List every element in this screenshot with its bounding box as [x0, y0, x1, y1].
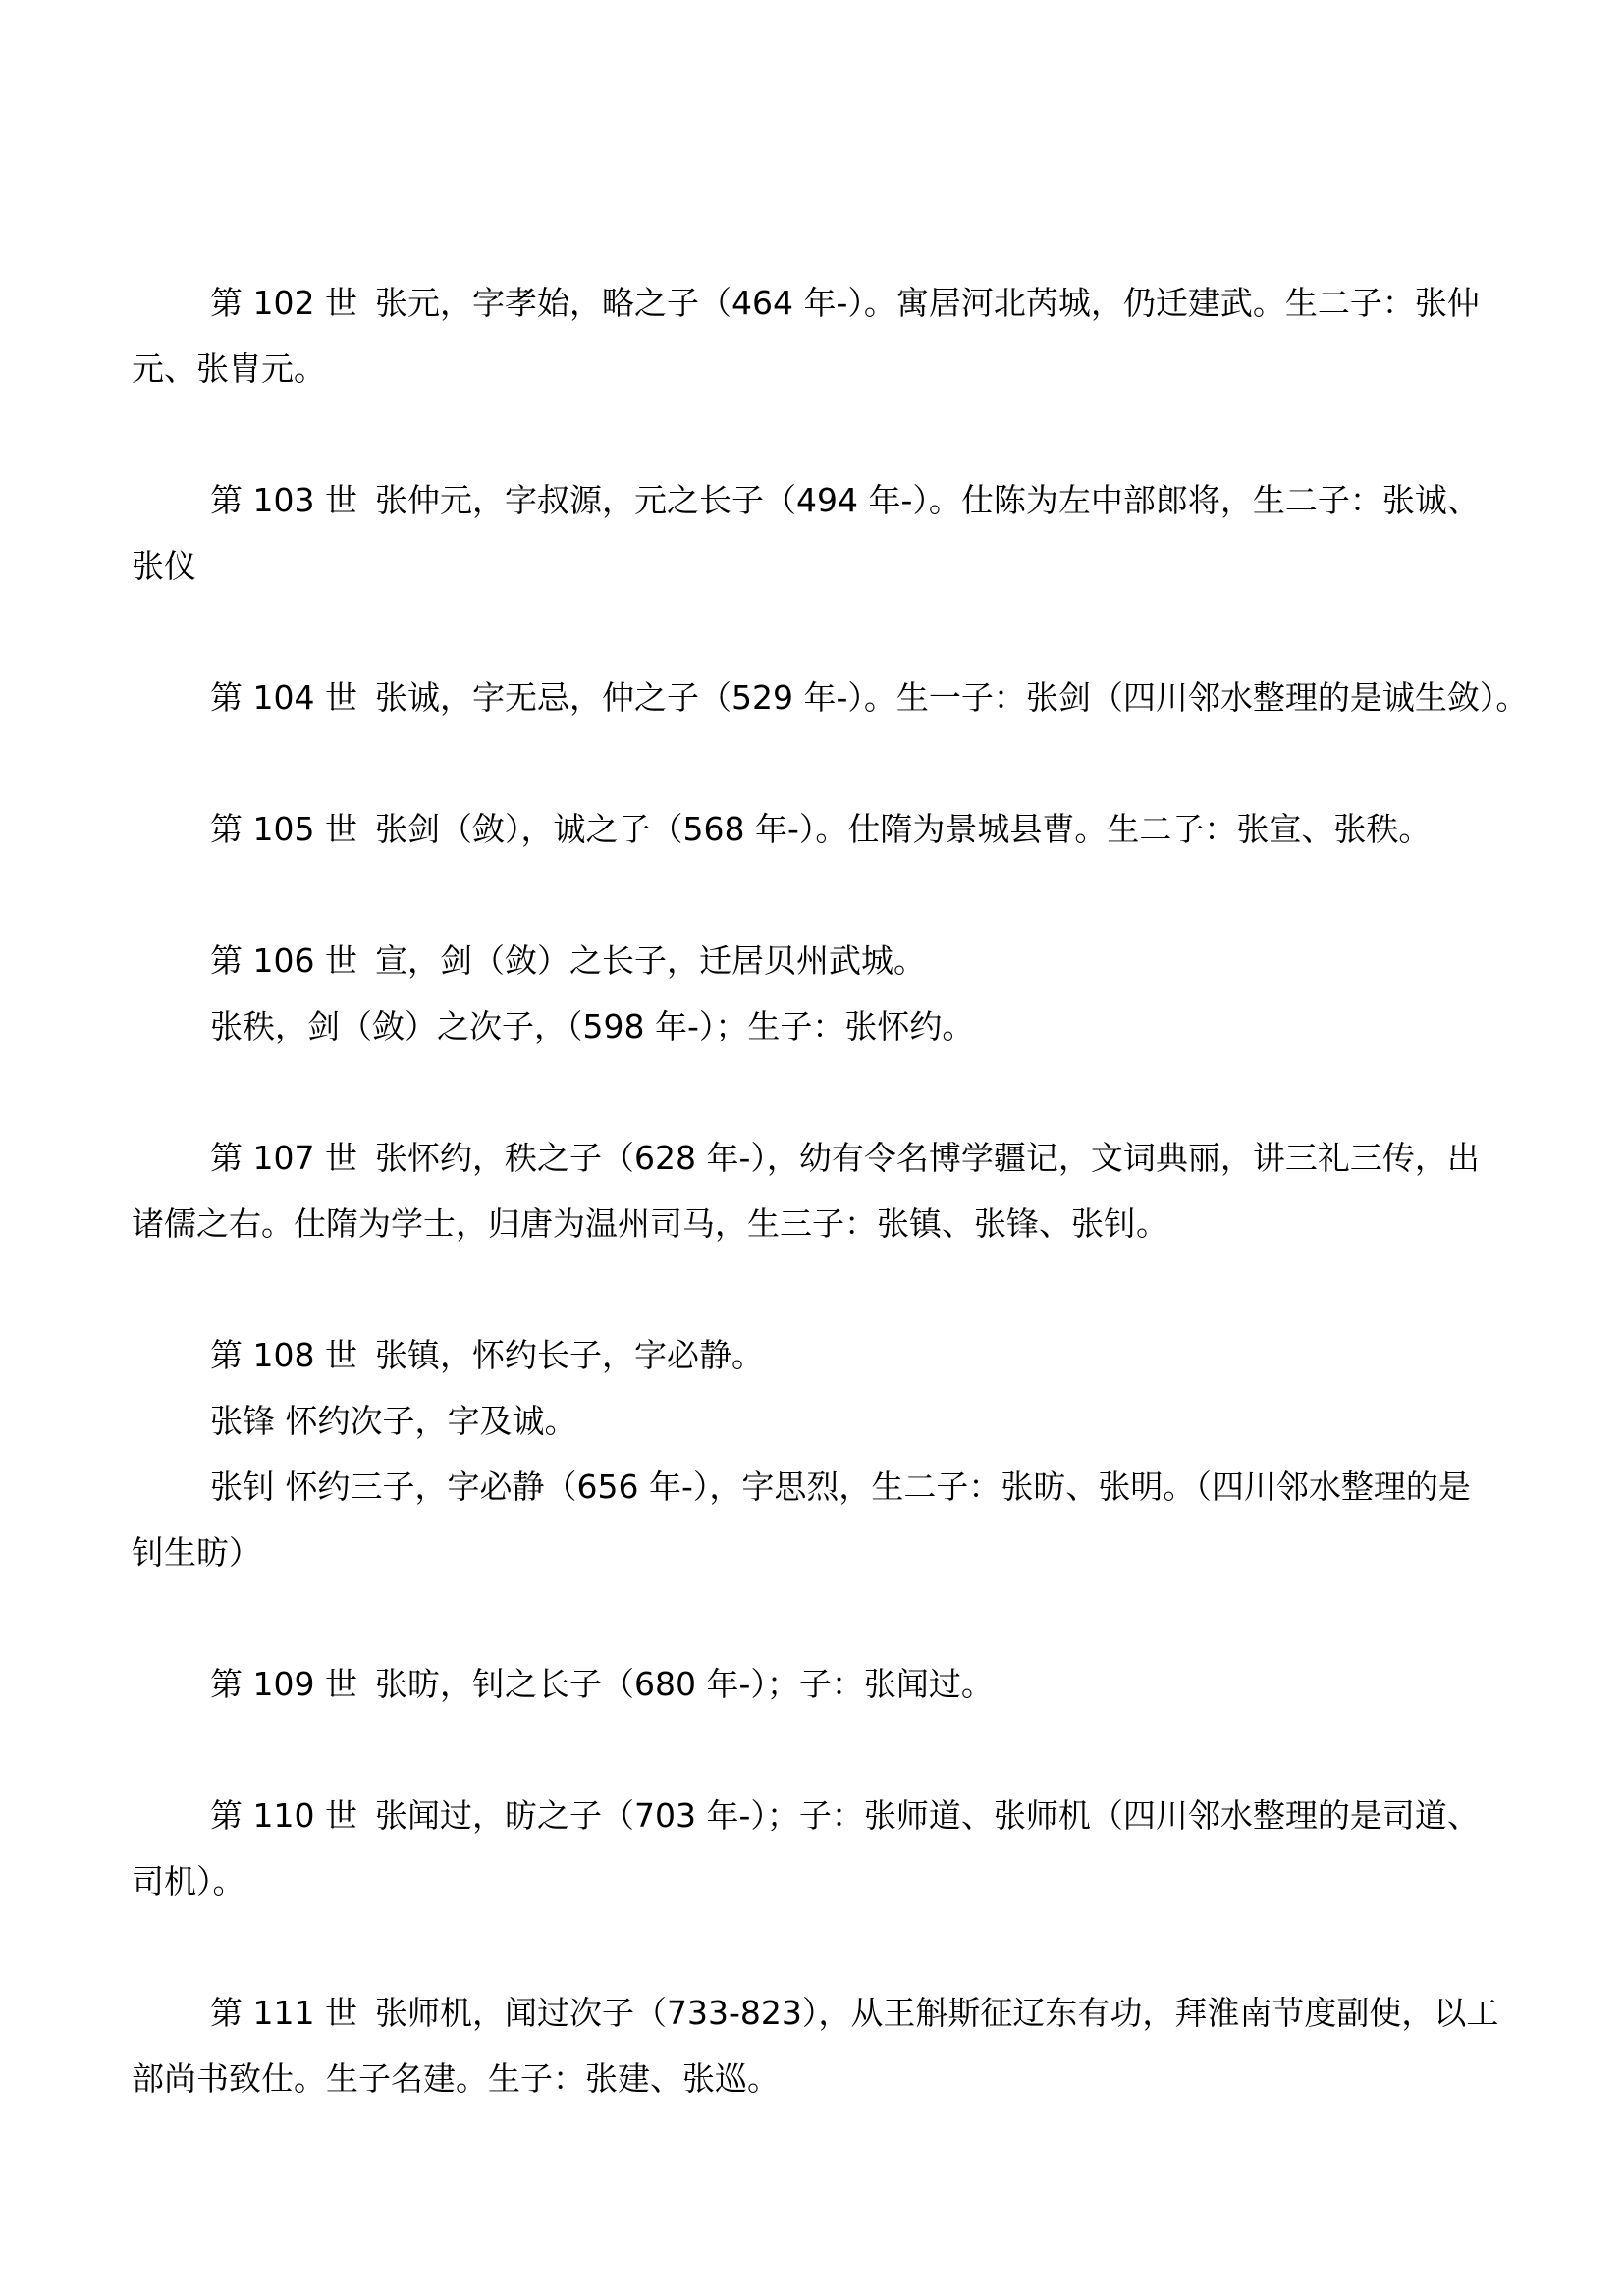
generation-label: 第 109 世: [210, 1665, 357, 1703]
entry-line: [132, 467, 1526, 533]
entry-line: [132, 1980, 1526, 2046]
generation-label: 第 104 世: [210, 678, 357, 717]
entry-text: 张诚，字无忌，仲之子（529 年-）。生一子：张剑（四川邻水整理的是诚生敛）。: [374, 678, 1529, 717]
entry-text: 张仲元，字叔源，元之长子（494 年-）。仕陈为左中部郎将，生二子：张诚、: [374, 481, 1480, 519]
entry-line: [132, 1322, 1526, 1388]
entry-gen-108: [132, 1322, 1526, 1585]
entry-gen-109: [132, 1651, 1526, 1717]
entry-line: [132, 665, 1529, 730]
entry-gen-107: [132, 1125, 1526, 1256]
entry-line: [132, 1125, 1526, 1191]
generation-label: 第 105 世: [210, 810, 357, 848]
entry-text: 张元，字孝始，略之子（464 年-）。寓居河北芮城，仍迁建武。生二子：张仲: [374, 284, 1480, 322]
entry-sub-line: 张钊 怀约三子，字必静（656 年-），字思烈，生二子：张昉、张明。（四川邻水整理的是: [210, 1468, 1471, 1506]
entry-line-continuation: 司机）。: [132, 1862, 245, 1900]
entry-text: 张怀约，秩之子（628 年-），幼有令名博学疆记，文词典丽，讲三礼三传，出: [374, 1139, 1480, 1177]
entry-text: 张剑（敛），诚之子（568 年-）。仕隋为景城县曹。生二子：张宣、张秩。: [374, 810, 1432, 848]
entry-line: [132, 270, 1526, 336]
entry-gen-111: [132, 1980, 1526, 2111]
entry-sub-line: 张锋 怀约次子，字及诚。: [210, 1402, 577, 1440]
generation-label: 第 111 世: [210, 1994, 357, 2032]
generation-label: 第 103 世: [210, 481, 357, 519]
entry-line-continuation: 元、张胄元。: [132, 349, 326, 388]
entry-text: 张昉，钊之长子（680 年-）；子：张闻过。: [374, 1665, 994, 1703]
entry-text: 张闻过，昉之子（703 年-）；子：张师道、张师机（四川邻水整理的是司道、: [374, 1796, 1480, 1835]
entry-text: 宣，剑（敛）之长子，迁居贝州武城。: [374, 941, 926, 980]
generation-label: 第 110 世: [210, 1796, 357, 1835]
entry-gen-106: [132, 928, 1526, 1059]
entry-line: [132, 1783, 1526, 1848]
entry-gen-102: [132, 270, 1526, 401]
entry-gen-104: [132, 665, 1529, 730]
entry-line-continuation: 部尚书致仕。生子名建。生子：张建、张巡。: [132, 2059, 780, 2098]
entry-line-continuation: 诸儒之右。仕隋为学士，归唐为温州司马，生三子：张镇、张锋、张钊。: [132, 1204, 1168, 1243]
generation-label: 第 108 世: [210, 1336, 357, 1374]
entry-text: 张镇，怀约长子，字必静。: [374, 1336, 764, 1374]
entry-line: [132, 1651, 1526, 1717]
entry-line-continuation: 钊生昉）: [132, 1533, 261, 1572]
entry-text: 张师机，闻过次子（733-823），从王斛斯征辽东有功，拜淮南节度副使，以工: [374, 1994, 1499, 2032]
generation-label: 第 107 世: [210, 1139, 357, 1177]
entry-gen-103: [132, 467, 1526, 599]
entry-line: [132, 928, 1526, 993]
entry-sub-line: 张秩，剑（敛）之次子，（598 年-）；生子：张怀约。: [210, 1007, 975, 1045]
generation-label: 第 106 世: [210, 941, 357, 980]
entry-gen-110: [132, 1783, 1526, 1914]
generation-label: 第 102 世: [210, 284, 357, 322]
entry-line-continuation: 张仪: [132, 547, 196, 585]
entry-line: [132, 796, 1526, 862]
entry-gen-105: [132, 796, 1526, 862]
